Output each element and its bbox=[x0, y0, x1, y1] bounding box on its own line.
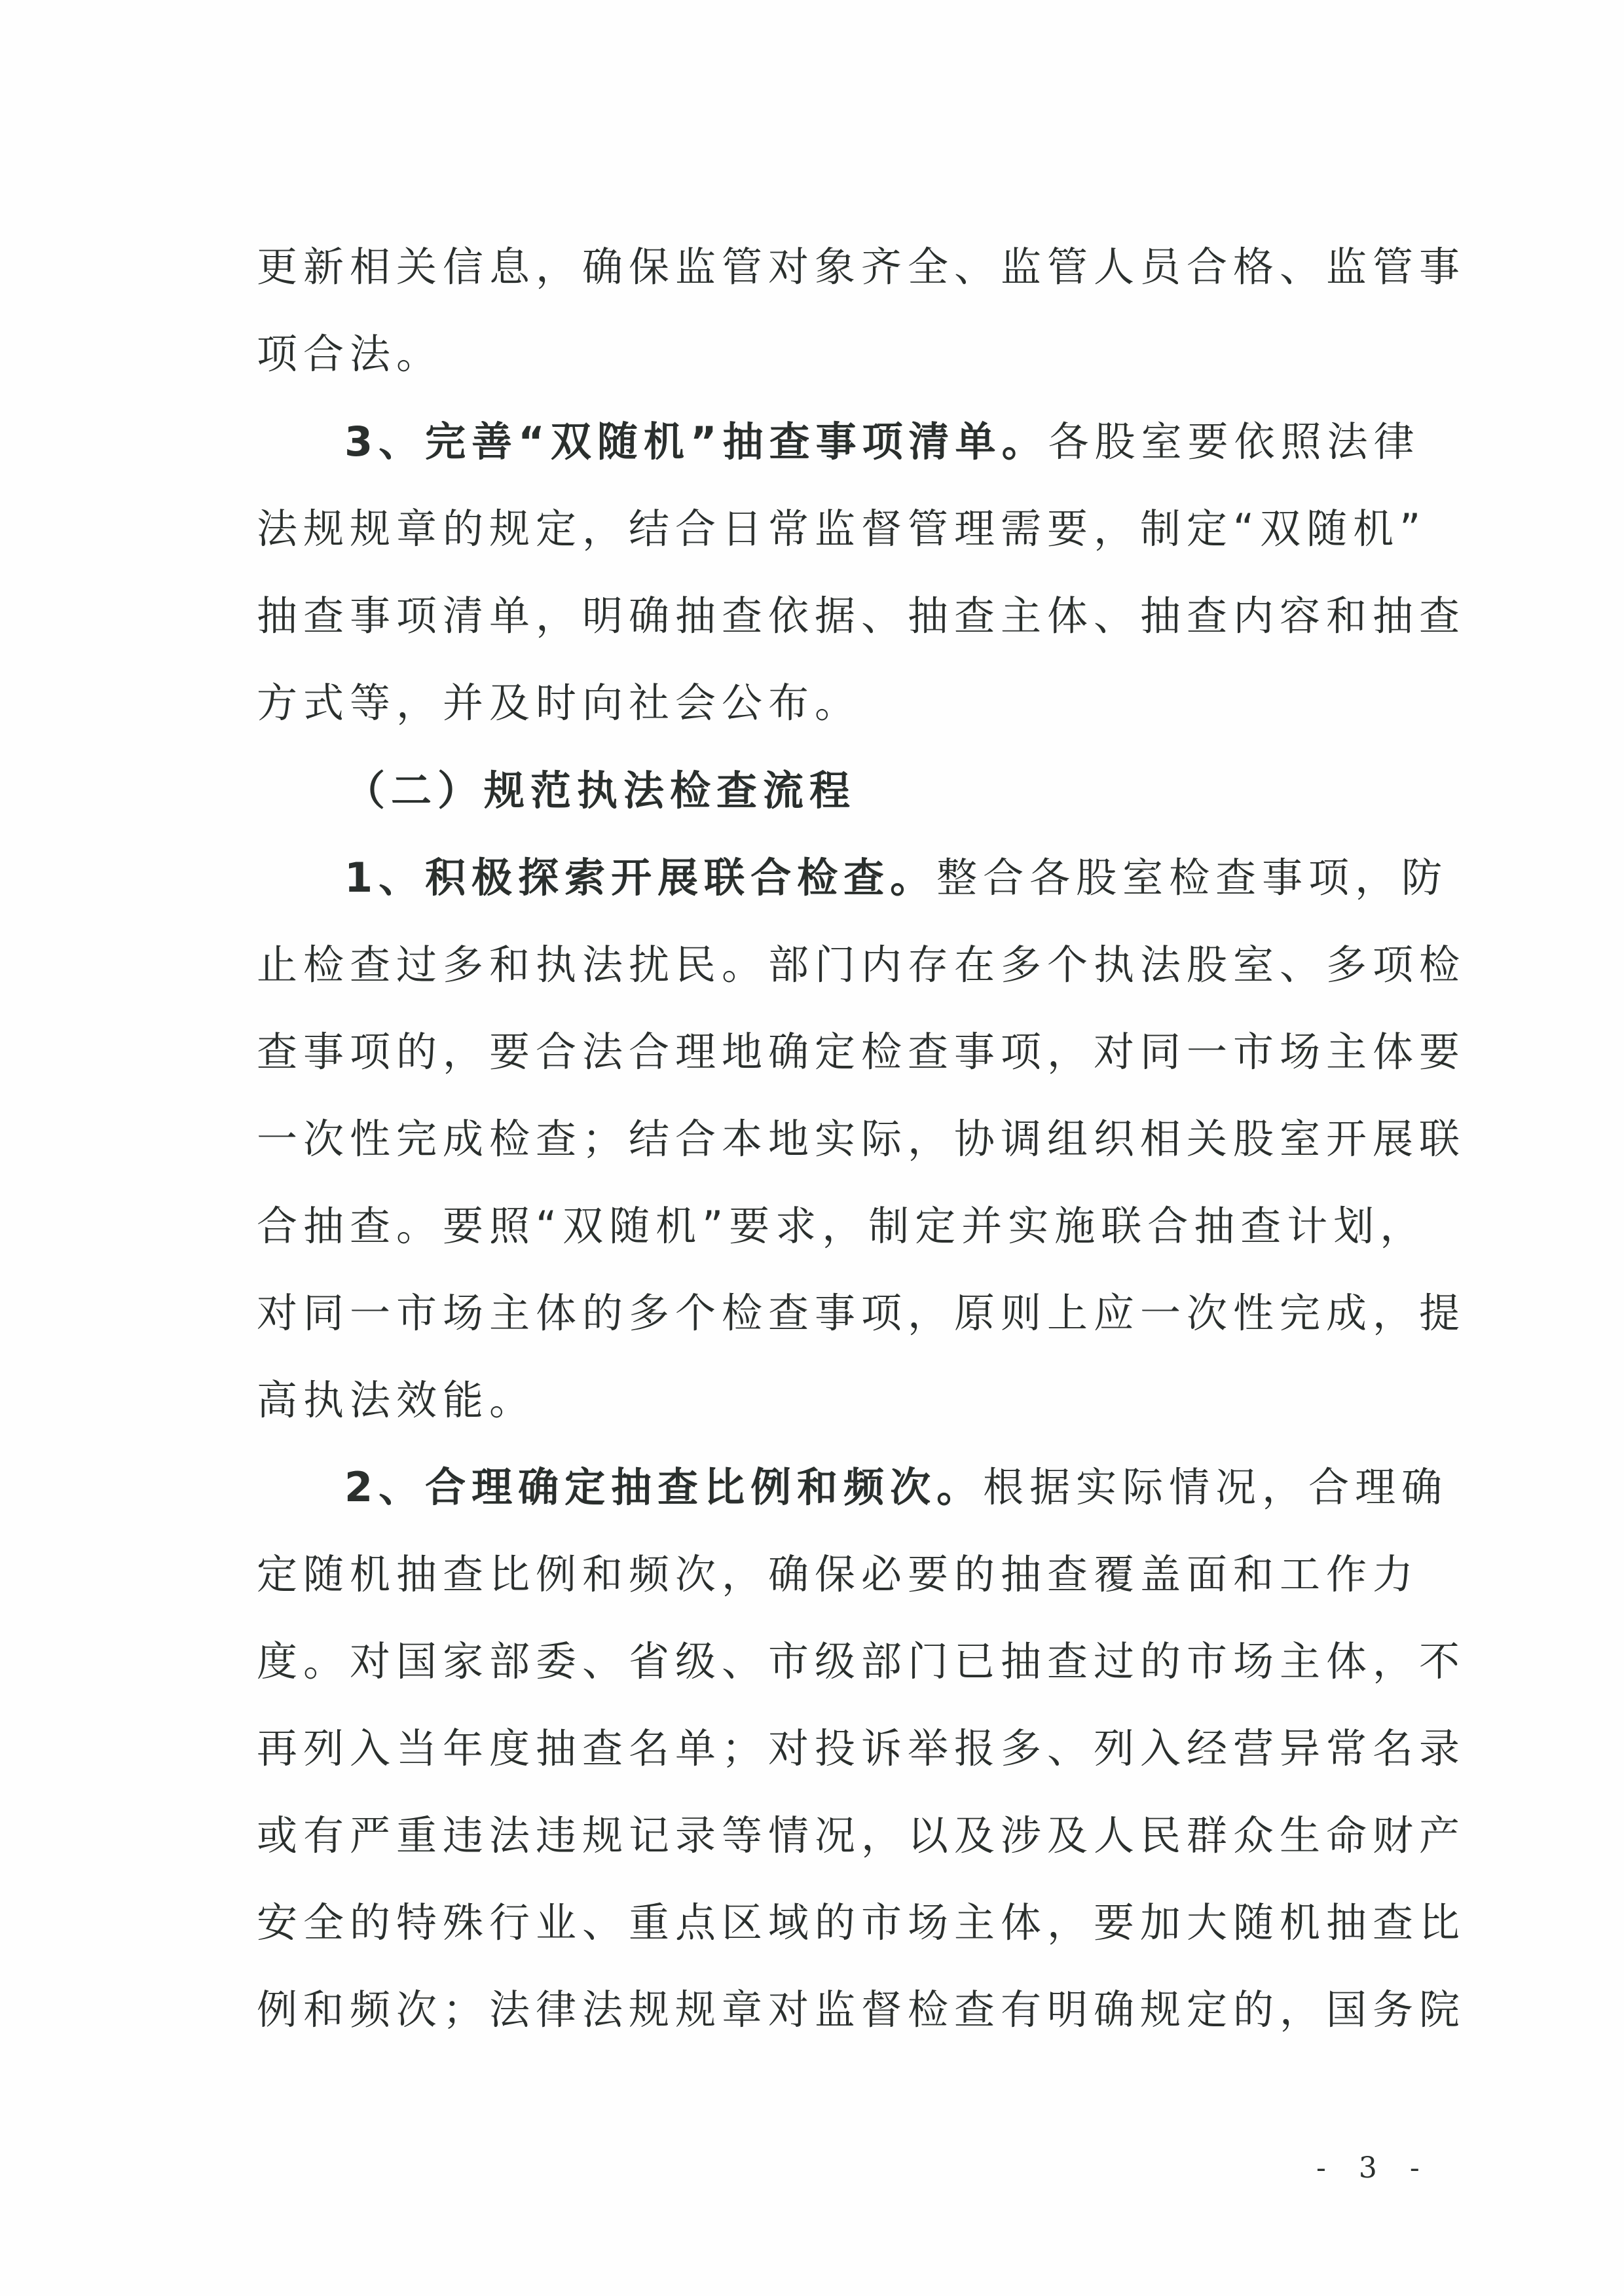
body-line: 例和频次；法律法规规章对监督检查有明确规定的，国务院 bbox=[257, 1986, 1466, 2033]
body-line: 一次性完成检查；结合本地实际，协调组织相关股室开展联 bbox=[257, 1115, 1466, 1163]
item-1-text: 整合各股室检查事项，防 bbox=[936, 854, 1449, 902]
item-2-title: 2、合理确定抽查比例和频次。 bbox=[344, 1463, 984, 1511]
body-line: 定随机抽查比例和频次，确保必要的抽查覆盖面和工作力 bbox=[257, 1550, 1420, 1598]
body-line: 止检查过多和执法扰民。部门内存在多个执法股室、多项检 bbox=[257, 941, 1466, 989]
item-2-text: 根据实际情况，合理确 bbox=[983, 1463, 1449, 1511]
page-number: - 3 - bbox=[1316, 2151, 1431, 2185]
item-3-first-line bbox=[344, 409, 1420, 475]
item-1-title: 1、积极探索开展联合检查。 bbox=[344, 854, 937, 902]
body-line: 安全的特殊行业、重点区域的市场主体，要加大随机抽查比 bbox=[257, 1899, 1466, 1946]
body-line: 度。对国家部委、省级、市级部门已抽查过的市场主体，不 bbox=[257, 1637, 1466, 1685]
body-line: 方式等，并及时向社会公布。 bbox=[257, 679, 862, 727]
body-line: 对同一市场主体的多个检查事项，原则上应一次性完成，提 bbox=[257, 1289, 1466, 1337]
body-line: 更新相关信息，确保监管对象齐全、监管人员合格、监管事 bbox=[257, 243, 1466, 291]
item-2-first-line bbox=[344, 1455, 1449, 1520]
body-line: 再列入当年度抽查名单；对投诉举报多、列入经营异常名录 bbox=[257, 1724, 1466, 1772]
item-3-title: 3、完善“双随机”抽查事项清单。 bbox=[344, 418, 1048, 465]
item-3-text: 各股室要依照法律 bbox=[1048, 418, 1420, 465]
body-line: 或有严重违法违规记录等情况，以及涉及人民群众生命财产 bbox=[257, 1812, 1466, 1859]
body-line: 查事项的，要合法合理地确定检查事项，对同一市场主体要 bbox=[257, 1028, 1466, 1076]
body-line: 合抽查。要照“双随机”要求，制定并实施联合抽查计划， bbox=[257, 1202, 1427, 1250]
body-line: 抽查事项清单，明确抽查依据、抽查主体、抽查内容和抽查 bbox=[257, 592, 1466, 640]
body-line: 高执法效能。 bbox=[257, 1376, 536, 1424]
body-line: 法规规章的规定，结合日常监督管理需要，制定“双随机” bbox=[257, 505, 1427, 553]
item-1-first-line bbox=[344, 845, 1449, 911]
body-line: 项合法。 bbox=[257, 330, 443, 378]
section-heading: （二）规范执法检查流程 bbox=[344, 767, 857, 814]
